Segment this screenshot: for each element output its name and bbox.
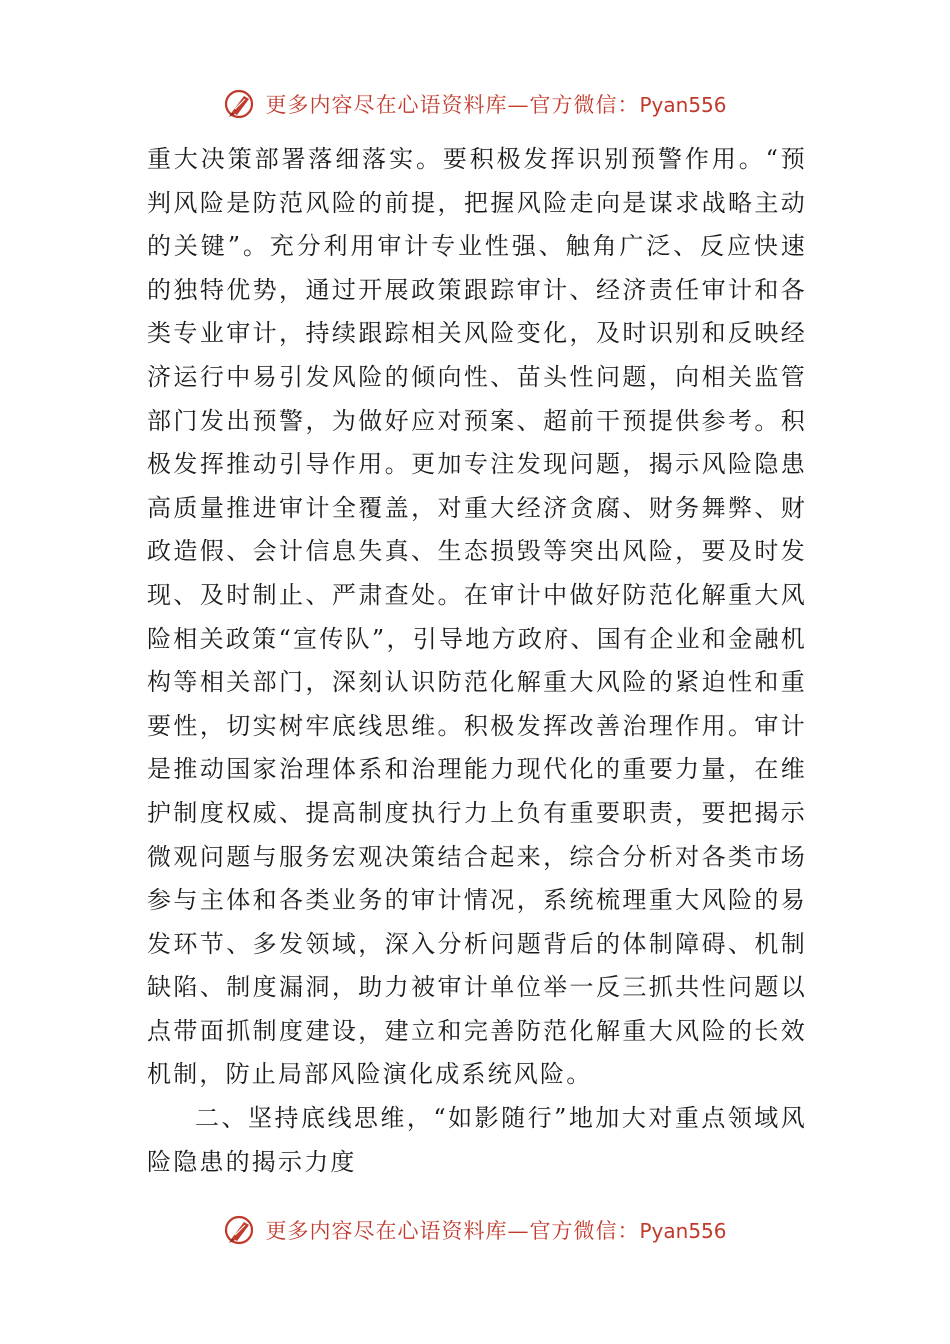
pen-nib-logo-icon bbox=[223, 87, 257, 121]
body-paragraph: 重大决策部署落细落实。要积极发挥识别预警作用。“预判风险是防范风险的前提，把握风险走向是谋求战略主动的关键”。充分利用审计专业性强、触角广泛、反应快速的独特优势，通过开展政策跟踪审计、经济责任审计和各类专业审计，持续跟踪相关风险变化，及时识别和反映经济运行中易引发风险的倾向性、苗头性问题，向相关监管部门发出预警，为做好应对预案、超前干预提供参考。积极发挥推动引导作用。更加专注发现问题，揭示风险隐患高质量推进审计全覆盖，对重大经济贪腐、财务舞弊、财政造假、会计信息失真、生态损毁等突出风险，要及时发现、及时制止、严肃查处。在审计中做好防范化解重大风险相关政策“宣传队”，引导地方政府、国有企业和金融机构等相关部门，深刻认识防范化解重大风险的紧迫性和重要性，切实树牢底线思维。积极发挥改善治理作用。审计是推动国家治理体系和治理能力现代化的重要力量，在维护制度权威、提高制度执行力上负有重要职责，要把揭示微观问题与服务宏观决策结合起来，综合分析对各类市场参与主体和各类业务的审计情况，系统梳理重大风险的易发环节、多发领域，深入分析问题背后的体制障碍、机制缺陷、制度漏洞，助力被审计单位举一反三抓共性问题以点带面抓制度建设，建立和完善防范化解重大风险的长效机制，防止局部风险演化成系统风险。 bbox=[147, 145, 807, 1089]
footer-wechat-id: Pyan556 bbox=[639, 1219, 727, 1243]
header-wechat-id: Pyan556 bbox=[639, 93, 727, 117]
header-banner bbox=[0, 84, 950, 124]
pen-nib-logo-icon bbox=[223, 1213, 257, 1247]
document-body bbox=[147, 138, 807, 1184]
header-banner-text: 更多内容尽在心语资料库—官方微信：Pyan556 bbox=[265, 93, 727, 117]
section-heading: 二、坚持底线思维，“如影随行”地加大对重点领域风险隐患的揭示力度 bbox=[147, 1104, 807, 1176]
footer-banner-text: 更多内容尽在心语资料库—官方微信：Pyan556 bbox=[265, 1219, 727, 1243]
footer-banner bbox=[0, 1210, 950, 1250]
